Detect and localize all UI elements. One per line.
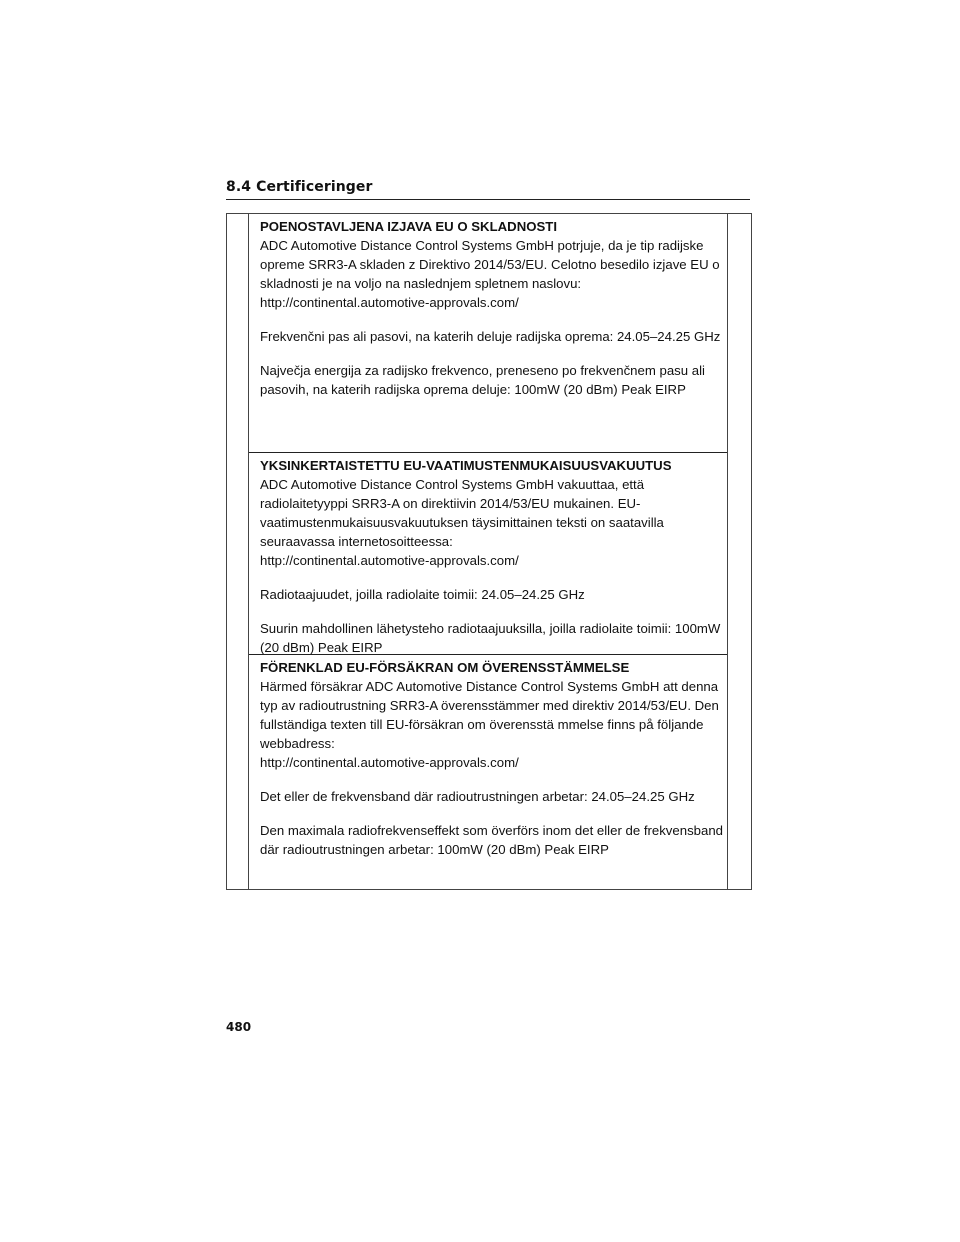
declaration-title: YKSINKERTAISTETTU EU-VAATIMUSTENMUKAISUUSVAKUUTUS	[260, 458, 672, 473]
declaration-frequency: Radiotaajuudet, joilla radiolaite toimii: 24.05–24.25 GHz	[260, 587, 585, 602]
declaration-power: Den maximala radiofrekvenseffekt som överförs inom det eller de frekvensband där radioutrustningen arbetar: 100mW (20 dBm) Peak EIRP	[260, 823, 724, 857]
declaration-power: Največja energija za radijsko frekvenco, preneseno po frekvenčnem pasu ali pasovih, na katerih radijska oprema deluje: 100mW (20 dBm) Peak EIRP	[260, 363, 705, 397]
declaration-body: ADC Automotive Distance Control Systems GmbH vakuuttaa, että radiolaitetyyppi SRR3-A on direktiivin 2014/53/EU mukainen. EU-vaatimustenmukaisuusvakuutuksen täysimittainen teksti on saatavilla seuraavassa internetosoitteessa:	[260, 477, 664, 549]
declaration-url: http://continental.automotive-approvals.com/	[260, 553, 519, 568]
declaration-url: http://continental.automotive-approvals.com/	[260, 755, 519, 770]
page-number: 480	[226, 1020, 252, 1034]
declaration-cell-fi	[249, 452, 727, 654]
right-gutter-line	[727, 214, 728, 889]
declaration-body: ADC Automotive Distance Control Systems GmbH potrjuje, da je tip radijske opreme SRR3-A skladen z Direktivo 2014/53/EU. Celotno besedilo izjave EU o skladnosti je na voljo na naslednjem spletnem naslovu:	[260, 238, 720, 291]
section-title: 8.4 Certificeringer	[226, 179, 373, 195]
declaration-frequency: Det eller de frekvensband där radioutrustningen arbetar: 24.05–24.25 GHz	[260, 789, 695, 804]
declaration-cell-sv	[249, 654, 727, 889]
declaration-body: Härmed försäkrar ADC Automotive Distance Control Systems GmbH att denna typ av radioutrustning SRR3-A överensstämmer med direktiv 2014/53/EU. Den fullständiga texten till EU-försäkran om överensstä mmelse finns på följande webbadress:	[260, 679, 719, 751]
declaration-table	[226, 213, 752, 890]
declaration-title: FÖRENKLAD EU-FÖRSÄKRAN OM ÖVERENSSTÄMMELSE	[260, 660, 630, 675]
section-header	[226, 178, 750, 200]
declaration-url: http://continental.automotive-approvals.com/	[260, 295, 519, 310]
declaration-cell-sl	[249, 214, 727, 452]
declaration-frequency: Frekvenčni pas ali pasovi, na katerih deluje radijska oprema: 24.05–24.25 GHz	[260, 329, 721, 344]
declaration-power: Suurin mahdollinen lähetysteho radiotaajuuksilla, joilla radiolaite toimii: 100mW (20 dBm) Peak EIRP	[260, 621, 721, 655]
declaration-title: POENOSTAVLJENA IZJAVA EU O SKLADNOSTI	[260, 219, 557, 234]
